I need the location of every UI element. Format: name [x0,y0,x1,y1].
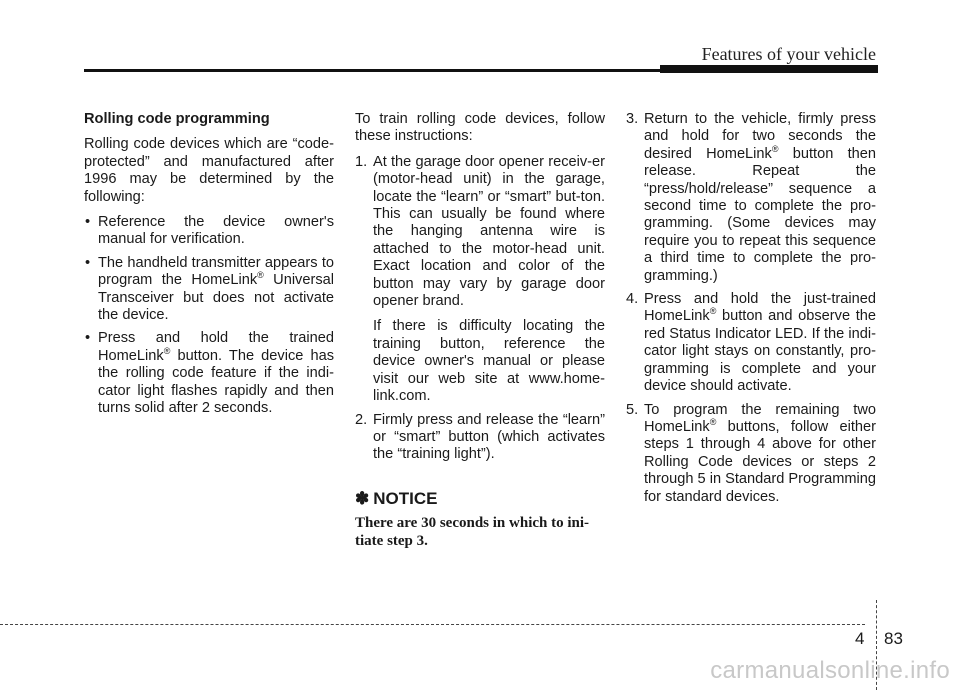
step-text: To program the remaining two HomeLink® buttons, follow either steps 1 through 4 above for other Rolling Code devices or steps 2 through 5 in Standard Programming for standard devices. [644,401,877,505]
bullet-item: • Press and hold the trained HomeLink® button. The device has the rolling code feature if the indi-cator light flashes rapidly and then turns solid after 2 seconds. [84,330,334,417]
bullet-list [84,214,334,417]
step-item [355,412,605,464]
step-text: Press and hold the just-trained HomeLink® button and observe the red Status Indicator LED. If the indi-cator light stays on constantly, pro-gramming is complete and your device should activate. [644,291,876,395]
bullet-item: • The handheld transmitter appears to program the HomeLink® Universal Transceiver but does not activate the device. [84,255,334,325]
column-left [84,111,334,424]
registered-mark: ® [771,143,779,154]
step-text: Firmly press and release the “learn” or “smart” button (which activates the “training light”). [373,411,605,463]
bullet-item: • Reference the device owner's manual for verification. [84,214,334,249]
step-number: 1. [355,153,368,170]
footer-rule [0,624,865,625]
notice-text: There are 30 seconds in which to ini-tiate step 3. [355,515,590,549]
step-text: Return to the vehicle, firmly press and hold for two seconds the desired HomeLink® button then release. Repeat the “press/hold/release” sequence a second time to complete the pro-gramming. (Some devices may require you to repeat this sequence a third time to complete the pro-gramming.) [644,111,876,284]
numbered-list [355,154,605,464]
step-item [626,291,876,395]
step-number: 2. [355,411,368,428]
intro-paragraph: To train rolling code devices, follow these instructions: [355,111,605,145]
registered-mark: ® [709,417,717,428]
registered-mark: ® [257,270,264,281]
step-item [626,402,876,506]
intro-paragraph: Rolling code devices which are “code-protected” and manufactured after 1996 may be determined by the following: [84,136,334,205]
step-text: At the garage door opener receiv-er (motor-head unit) in the garage, locate the “learn” or “smart” but-ton. This can usually be found where the hanging antenna wire is attached to the motor-head unit. Exact location and color of the button may vary by garage door opener brand. [373,153,605,310]
registered-mark: ® [163,346,171,357]
step-item [355,154,605,406]
notice-heading: ✽ NOTICE [355,488,438,508]
asterisk-icon: ✽ [355,488,370,508]
section-title: Features of your vehicle [701,44,876,64]
numbered-list [626,111,876,506]
step-item [626,111,876,285]
step-number: 5. [626,401,639,418]
header-rule-accent [660,65,878,73]
column-right [626,111,876,512]
chapter-number: 4 [855,629,865,648]
section-heading: Rolling code programming [84,111,270,127]
column-middle [355,111,605,550]
page-number: 83 [884,629,903,648]
registered-mark: ® [709,306,717,317]
step-subtext: If there is difficulty locating the training button, reference the device owner's manual or please visit our web site at www.home-link.com. [373,318,605,405]
step-number: 3. [626,111,639,127]
step-number: 4. [626,291,639,308]
watermark: carmanualsonline.info [710,657,950,684]
